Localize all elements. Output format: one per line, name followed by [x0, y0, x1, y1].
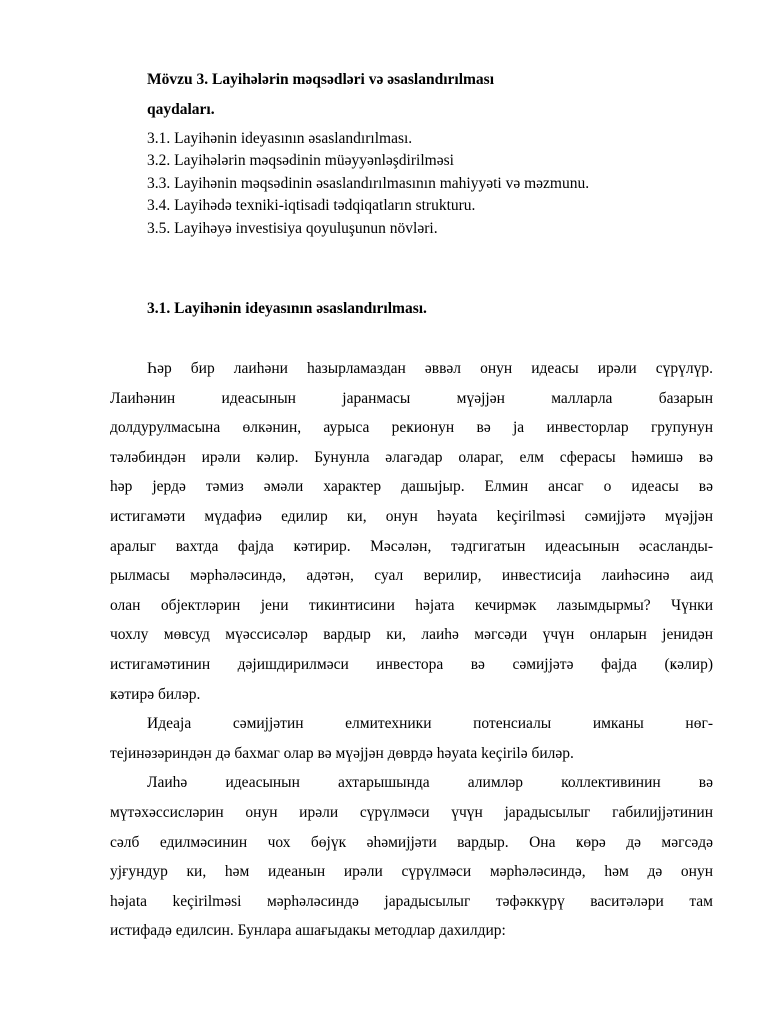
body-paragraphs — [110, 354, 713, 946]
paragraph-line: һәр јердә тәмиз әмәли характер дашыјыр. Елмин ансаг о идеасы вә — [110, 478, 713, 496]
toc-item-3-3: 3.3. Layihənin məqsədinin əsaslandırılmasının mahiyyəti və məzmunu. — [147, 174, 590, 192]
paragraph-line: истифадә едилсин. Бунлара ашағыдакы методлар дахилдир: — [110, 922, 506, 940]
paragraph-line: Лаиһәнин идеасынын јаранмасы мүәјјән малларла базарын — [110, 389, 713, 407]
paragraph-line: ҝәтирә биләр. — [110, 685, 201, 703]
paragraph-line: Һәр бир лаиһәни һазырламаздан әввәл онун идеасы ирәли сүрүлүр. — [147, 360, 713, 377]
toc-item-3-4: 3.4. Layihədə texniki-iqtisadi tədqiqatların strukturu. — [147, 197, 476, 215]
paragraph-line: мүтәхәссисләрин онун ирәли сүрүлмәси үчүн јарадысылыг габилијјәтинин — [110, 803, 713, 821]
paragraph-line: һәjata keçirilməsi мәрһәләсиндә јарадысылыг тәфәккүрү васитәләри там — [110, 892, 713, 910]
paragraph-line: тәләбиндән ирәли ҝәлир. Бунунла әлагәдар олараг, елм сферасы һәмишә вә — [110, 448, 713, 466]
paragraph-line: рылмасы мәрһәләсиндә, адәтән, суал верилир, инвестисија лаиһәсинә аид — [110, 567, 713, 585]
paragraph-line: сәлб едилмәсинин чох бөјүк әһәмијјәти вардыр. Она ҝөрә дә мәгсәдә — [110, 833, 713, 851]
paragraph-line: истигамәти мүдафиә едилир ки, онун həyata keçirilməsi cəмијјәтә мүәјјән — [110, 507, 713, 525]
paragraph-line: аралыг вахтда фајда ҝәтирир. Мәсәлән, тәдгигатын идеасынын әсасланды- — [110, 537, 713, 555]
toc-item-3-1: 3.1. Layihənin ideyasının əsaslandırılması. — [147, 130, 413, 147]
paragraph-line: истигамәтинин дәјишдирилмәси инвестора вә сәмијјәтә фајда (ҝәлир) — [110, 655, 713, 673]
paragraph-line: тејинәзәриндән дә бахмаг олар вә мүәјјән дөврдә həyata keçirilə биләр. — [110, 744, 574, 762]
table-of-contents — [147, 128, 727, 240]
section-heading: 3.1. Layihənin ideyasının əsaslandırılması. — [147, 300, 427, 317]
toc-item-3-5: 3.5. Layihəyə investisiya qoyuluşunun növləri. — [147, 219, 438, 237]
paragraph-line: долдурулмасына өлкәнин, аурыса реҝионун вә ја инвесторлар групунун — [110, 419, 713, 437]
paragraph-line: ујғундур ки, һәм идеанын ирәли сүрүлмәси мәрһәләсиндә, һәм дә онун — [110, 863, 713, 881]
document-title-line-2: qaydaları. — [147, 101, 215, 118]
paragraph-line: Идеаја сәмијјәтин елмитехники потенсиалы имканы нөг- — [147, 715, 713, 733]
toc-item-3-2: 3.2. Layihələrin məqsədinin müəyyənləşdirilməsi — [147, 152, 454, 170]
paragraph-line: чохлу мөвсуд мүәссисәләр вардыр ки, лаиһә мәгсәди үчүн онларын јенидән — [110, 626, 713, 644]
paragraph-line: Лаиһә идеасынын ахтарышында алимләр коллективинин вә — [147, 774, 713, 792]
document-title-line-1: Mövzu 3. Layihələrin məqsədləri və əsaslandırılması — [147, 71, 495, 88]
paragraph-line: олан објектләрин јени тикинтисини һәјата кечирмәк лазымдырмы? Чүнки — [110, 596, 713, 614]
